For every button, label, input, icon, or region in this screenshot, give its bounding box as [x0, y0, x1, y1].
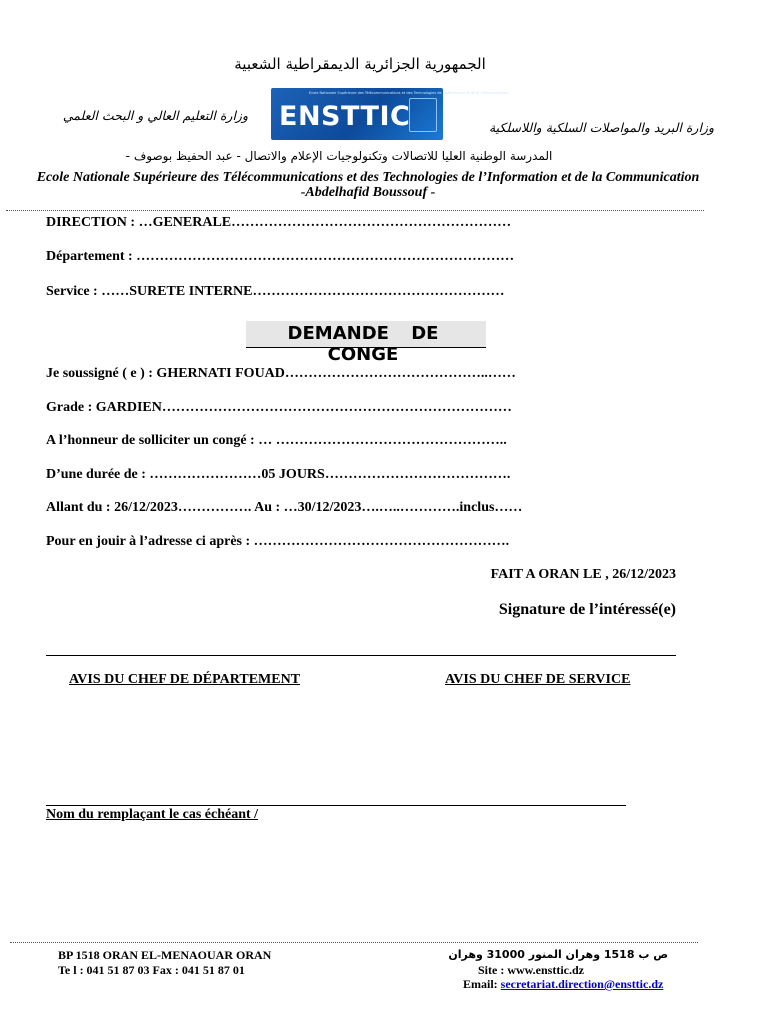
republic-title: الجمهورية الجزائرية الديمقراطية الشعبية [234, 55, 486, 73]
footer-divider [10, 942, 698, 943]
departement-field: Département : ……………………………………………………………………… [46, 249, 515, 264]
service-field: Service : ……SURETE INTERNE……………………………………………… [46, 284, 505, 299]
header-divider [6, 210, 704, 211]
school-name-arabic: المدرسة الوطنية العليا للاتصالات وتكنولوجيات الإعلام والاتصال - عبد الحفيظ بوصوف - [125, 149, 553, 163]
document-title-box [246, 321, 486, 365]
logo-chip-icon [409, 98, 437, 132]
footer-website: Site : www.ensttic.dz [478, 963, 584, 977]
signature-line [46, 655, 676, 656]
footer-email-link[interactable]: secretariat.direction@ensttic.dz [500, 977, 664, 991]
honneur-field: A l’honneur de solliciter un congé : … ………………………………………….. [46, 433, 507, 448]
remplacant-line [46, 805, 626, 806]
soussigne-field: Je soussigné ( e ) : GHERNATI FOUAD……………………………………..…… [46, 366, 516, 381]
fait-a-date: FAIT A ORAN LE , 26/12/2023 [490, 567, 676, 582]
footer-phone-fax: Te l : 041 51 87 03 Fax : 041 51 87 01 [58, 963, 245, 977]
footer-address: BP 1518 ORAN EL-MENAOUAR ORAN [58, 948, 272, 962]
school-name-subtitle: -Abdelhafid Boussouf - [300, 185, 436, 200]
ministry-higher-education: وزارة التعليم العالي و البحث العلمي [62, 108, 248, 123]
logo-text: ENSTTIC [279, 101, 411, 132]
ensttic-logo [271, 88, 509, 140]
document-title: DEMANDE DE CONGE [287, 323, 439, 365]
grade-field: Grade : GARDIEN………………………………………………………………… [46, 400, 512, 415]
footer-email-label: Email: [463, 977, 498, 991]
duree-field: D’une durée de : ……………………05 JOURS…………………………………. [46, 467, 511, 482]
direction-field: DIRECTION : …GENERALE…………………………………………………… [46, 215, 512, 230]
dates-field: Allant du : 26/12/2023……………. Au : …30/12/2023….…..………….inclus…… [46, 500, 523, 515]
avis-chef-departement: AVIS DU CHEF DE DÉPARTEMENT [69, 672, 301, 687]
avis-chef-service: AVIS DU CHEF DE SERVICE [445, 672, 631, 687]
footer-address-arabic: ص ب 1518 وهران المنور 31000 وهران [448, 948, 668, 961]
logo-tagline: Ecole Nationale Supérieure des Télécommunications et des Technologies de l'Information et de la Communication [309, 91, 509, 95]
signature-label: Signature de l’intéressé(e) [498, 601, 676, 618]
remplacant-label: Nom du remplaçant le cas échéant / [46, 807, 259, 822]
ministry-post-telecom: وزارة البريد والمواصلات السلكية واللاسلكية [488, 120, 714, 135]
school-name-french: Ecole Nationale Supérieure des Télécommunications et des Technologies de l’Information et de la Communication [36, 170, 700, 185]
adresse-field: Pour en jouir à l’adresse ci après : ………………………………………………. [46, 534, 510, 549]
footer-email-row [463, 977, 663, 992]
